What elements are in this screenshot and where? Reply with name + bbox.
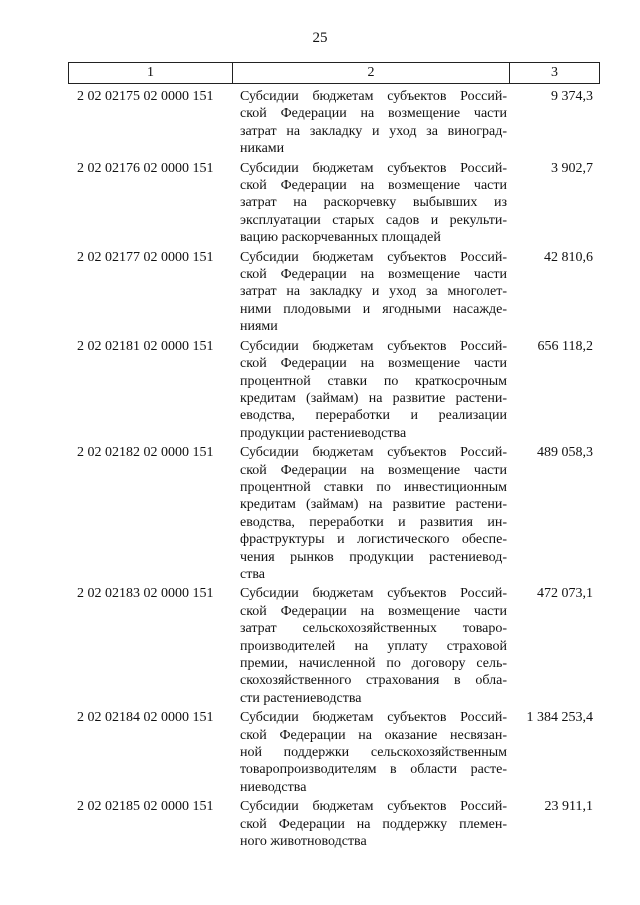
budget-code: 2 02 02182 02 0000 151	[77, 445, 214, 461]
description-line: ской Федерации на возмещение части	[240, 462, 507, 478]
description-line: фраструктуры и логистического обеспе-	[240, 532, 507, 548]
description	[232, 338, 509, 442]
description-line: Субсидии бюджетам субъектов Россий-	[240, 445, 507, 461]
description-line: ной поддержки сельскохозяйственным	[240, 745, 507, 761]
description-line: ской Федерации на возмещение части	[240, 603, 507, 619]
description-line: ской Федерации на оказание несвязан-	[240, 727, 507, 743]
table-row	[68, 338, 600, 442]
description-line: кредитам (займам) на развитие растени-	[240, 497, 507, 513]
table-row	[68, 585, 600, 707]
description-line: затрат на раскорчевку выбывших из	[240, 195, 507, 211]
amount: 3 902,7	[551, 160, 593, 176]
description	[232, 88, 509, 158]
description-line: товаропроизводителям в области расте-	[240, 762, 507, 778]
description	[232, 585, 509, 707]
table-header	[68, 62, 600, 84]
description	[232, 709, 509, 796]
budget-table	[68, 62, 600, 852]
description-line: процентной ставки по инвестиционным	[240, 479, 507, 495]
description-line: Субсидии бюджетам субъектов Россий-	[240, 338, 507, 354]
description-line: сти растениеводства	[240, 690, 362, 706]
description-line: скохозяйственного страхования в обла-	[240, 673, 507, 689]
amount: 23 911,1	[544, 799, 593, 815]
description-line: Субсидии бюджетам субъектов Россий-	[240, 160, 507, 176]
budget-code: 2 02 02184 02 0000 151	[77, 710, 214, 726]
table-row	[68, 160, 600, 247]
budget-code: 2 02 02175 02 0000 151	[77, 89, 214, 104]
budget-code: 2 02 02177 02 0000 151	[77, 249, 214, 265]
description-line: ской Федерации на возмещение части	[240, 356, 507, 372]
description-line: Субсидии бюджетам субъектов Россий-	[240, 89, 507, 104]
description-line: ской Федерации на возмещение части	[240, 106, 507, 122]
description-line: Субсидии бюджетам субъектов Россий-	[240, 710, 507, 726]
description-line: ного животноводства	[240, 834, 367, 850]
description-line: Субсидии бюджетам субъектов Россий-	[240, 249, 507, 265]
amount: 1 384 253,4	[526, 710, 593, 726]
description	[232, 798, 509, 850]
table-body	[68, 88, 600, 850]
amount: 42 810,6	[544, 249, 593, 265]
description-line: ской Федерации на возмещение части	[240, 267, 507, 283]
amount: 489 058,3	[537, 445, 593, 461]
description-line: вацию раскорчеванных площадей	[240, 230, 441, 246]
budget-code: 2 02 02176 02 0000 151	[77, 160, 214, 176]
table-row	[68, 798, 600, 850]
description-line: затрат на закладку и уход за многолет-	[240, 284, 507, 300]
description	[232, 160, 509, 247]
description-line: продукции растениеводства	[240, 425, 407, 441]
description-line: затрат сельскохозяйственных товаро-	[240, 621, 507, 637]
description-line: ниеводства	[240, 779, 307, 795]
description-line: еводства, переработки и развития ин-	[240, 514, 507, 530]
table-row	[68, 709, 600, 796]
description-line: чения рынков продукции растениевод-	[240, 549, 507, 565]
description-line: Субсидии бюджетам субъектов Россий-	[240, 586, 507, 602]
page-number: 25	[312, 30, 328, 46]
description-line: затрат на закладку и уход за виноград-	[240, 123, 507, 139]
description-line: еводства, переработки и реализации	[240, 408, 507, 424]
description-line: ними плодовыми и ягодными насажде-	[240, 301, 507, 317]
amount: 656 118,2	[537, 338, 593, 354]
description-line: ниями	[240, 319, 278, 335]
description	[232, 249, 509, 336]
amount: 9 374,3	[551, 89, 593, 104]
table-row	[68, 88, 600, 158]
header-col-2: 2	[233, 63, 510, 83]
table-row	[68, 249, 600, 336]
table-row	[68, 444, 600, 583]
budget-code: 2 02 02185 02 0000 151	[77, 799, 214, 815]
description-line: эксплуатации старых садов и рекульти-	[240, 212, 507, 228]
header-col-1: 1	[69, 63, 233, 83]
description-line: ской Федерации на поддержку племен-	[240, 816, 507, 832]
budget-code: 2 02 02183 02 0000 151	[77, 586, 214, 602]
header-col-3: 3	[551, 65, 558, 80]
description-line: производителей на уплату страховой	[240, 638, 507, 654]
description-line: Субсидии бюджетам субъектов Россий-	[240, 799, 507, 815]
budget-code: 2 02 02181 02 0000 151	[77, 338, 214, 354]
description-line: кредитам (займам) на развитие растени-	[240, 390, 507, 406]
description-line: никами	[240, 141, 285, 157]
description-line: процентной ставки по краткосрочным	[240, 373, 507, 389]
description-line: ской Федерации на возмещение части	[240, 178, 507, 194]
description	[232, 444, 509, 583]
description-line: премии, начисленной по договору сель-	[240, 656, 507, 671]
description-line: ства	[240, 566, 265, 582]
amount: 472 073,1	[537, 586, 593, 602]
